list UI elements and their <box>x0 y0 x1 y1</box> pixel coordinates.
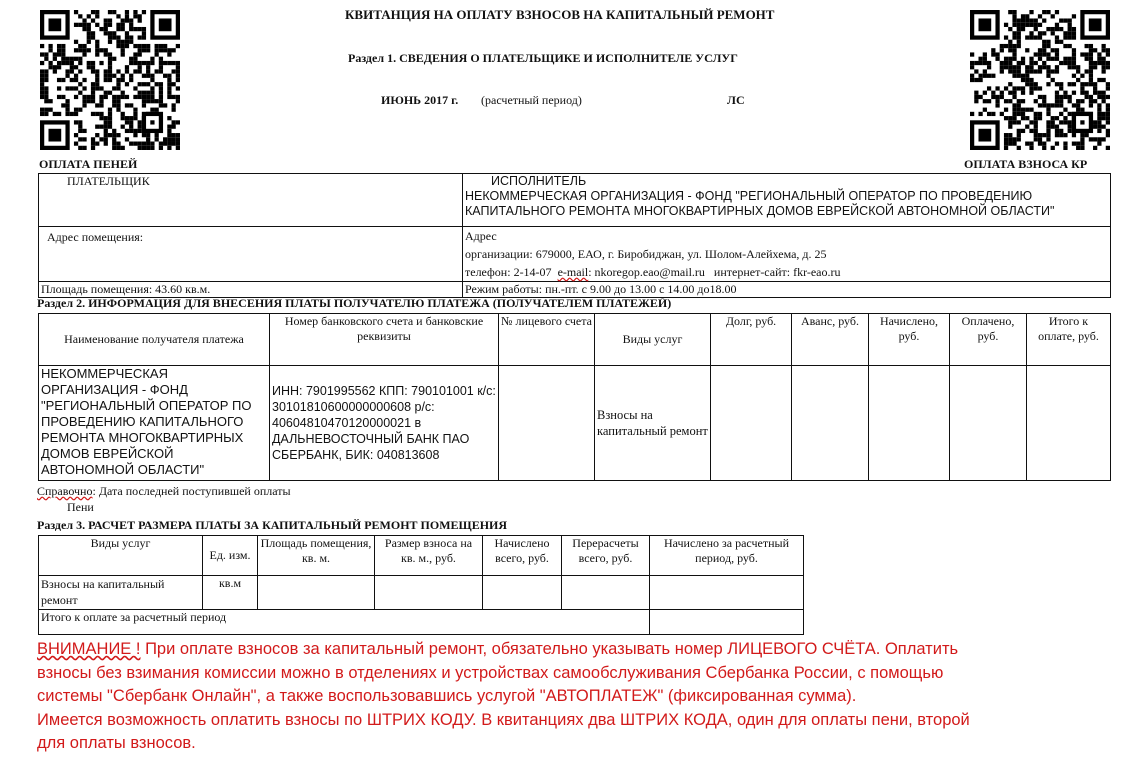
paid-value <box>950 366 1027 481</box>
s3-row-service: Взносы на капитальный ремонт <box>39 576 203 610</box>
s3-header-unit: Ед. изм. <box>203 536 258 576</box>
service-type: Взносы на капитальный ремонт <box>595 366 711 481</box>
s3-total-value <box>650 610 804 635</box>
s3-row-period <box>650 576 804 610</box>
header-paid: Оплачено, руб. <box>950 314 1027 366</box>
s3-row-recalc <box>562 576 650 610</box>
org-address: организации: 679000, ЕАО, г. Биробиджан, ул. Шолом-Алейхема, д. 25 <box>465 247 827 261</box>
section1-title: Раздел 1. СВЕДЕНИЯ О ПЛАТЕЛЬЩИКЕ И ИСПОЛНИТЕЛЕ УСЛУГ <box>348 51 738 65</box>
payment-notice <box>37 638 1117 756</box>
notice-line-5: для оплаты взносов. <box>37 734 196 752</box>
notice-text-1: При оплате взносов за капитальный ремонт, обязательно указывать номер ЛИЦЕВОГО СЧЁТА. Оплатить <box>140 640 959 658</box>
penalty-payment-label: ОПЛАТА ПЕНЕЙ <box>39 157 138 171</box>
billing-month: ИЮНЬ 2017 г. <box>381 93 459 107</box>
org-contacts <box>463 227 1111 282</box>
recipient-name: НЕКОММЕРЧЕСКАЯ ОРГАНИЗАЦИЯ - ФОНД "РЕГИОНАЛЬНЫЙ ОПЕРАТОР ПО ПРОВЕДЕНИЮ КАПИТАЛЬНОГО РЕМОНТА МНОГОКВАРТИРНЫХ ДОМОВ ЕВРЕЙСКОЙ АВТОНОМНОЙ ОБЛАСТИ" <box>39 366 270 481</box>
s3-header-service: Виды услуг <box>39 536 203 576</box>
header-recipient: Наименование получателя платежа <box>39 314 270 366</box>
s3-header-rate: Размер взноса на кв. м., руб. <box>375 536 483 576</box>
s3-total-label: Итого к оплате за расчетный период <box>39 610 650 635</box>
reference-word: Справочно <box>37 484 93 498</box>
s3-header-period: Начислено за расчетный период, руб. <box>650 536 804 576</box>
s3-header-recalc: Перерасчеты всего, руб. <box>562 536 650 576</box>
penalty-label: Пени <box>67 500 94 514</box>
section2-title: Раздел 2. ИНФОРМАЦИЯ ДЛЯ ВНЕСЕНИЯ ПЛАТЫ ПОЛУЧАТЕЛЮ ПЛАТЕЖА (ПОЛУЧАТЕЛЕМ ПЛАТЕЖЕЙ) <box>37 296 672 310</box>
header-service: Виды услуг <box>595 314 711 366</box>
debt-value <box>711 366 792 481</box>
account-number-cell <box>499 366 595 481</box>
payer-label: ПЛАТЕЛЬЩИК <box>39 174 463 227</box>
last-payment-note <box>37 484 291 499</box>
section1-table <box>38 173 1111 298</box>
executor-name: НЕКОММЕРЧЕСКАЯ ОРГАНИЗАЦИЯ - ФОНД "РЕГИОНАЛЬНЫЙ ОПЕРАТОР ПО ПРОВЕДЕНИЮ КАПИТАЛЬНОГО РЕМОНТА МНОГОКВАРТИРНЫХ ДОМОВ ЕВРЕЙСКОЙ АВТОНОМНОЙ ОБЛАСТИ" <box>465 189 1055 218</box>
bank-details: ИНН: 7901995562 КПП: 790101001 к/с: 30101810600000000608 р/с: 40604810470120000021 в ДАЛЬНЕВОСТОЧНЫЙ БАНК ПАО СБЕРБАНК, БИК: 040813608 <box>270 366 499 481</box>
billing-period-label: (расчетный период) <box>481 93 582 107</box>
s3-row-area <box>258 576 375 610</box>
notice-line-4: Имеется возможность оплатить взносы по ШТРИХ КОДУ. В квитанциях два ШТРИХ КОДА, один для оплаты пени, второй <box>37 710 970 729</box>
notice-line-2: взносы без взимания комиссии можно в отделениях и устройствах самообслуживания Сбербанка России, с помощью <box>37 663 944 682</box>
s3-row-charged <box>483 576 562 610</box>
premises-area: Площадь помещения: 43.60 кв.м. <box>39 282 463 298</box>
receipt-title: КВИТАНЦИЯ НА ОПЛАТУ ВЗНОСОВ НА КАПИТАЛЬНЫЙ РЕМОНТ <box>345 7 775 22</box>
s3-header-charged: Начислено всего, руб. <box>483 536 562 576</box>
contribution-payment-label: ОПЛАТА ВЗНОСА КР <box>964 157 1088 171</box>
header-charged: Начислено, руб. <box>869 314 950 366</box>
header-account: № лицевого счета <box>499 314 595 366</box>
header-bank: Номер банковского счета и банковские реквизиты <box>270 314 499 366</box>
premises-address-label: Адрес помещения: <box>39 227 463 282</box>
section2-table <box>38 313 1111 481</box>
notice-line-3: системы "Сбербанк Онлайн", а также воспользовавшись услугой "АВТОПЛАТЕЖ" (фиксированная сумма). <box>37 687 857 705</box>
org-email: : nkoregop.eao@mail.ru <box>588 265 705 279</box>
account-label: ЛС <box>727 93 745 107</box>
advance-value <box>792 366 869 481</box>
executor-label: ИСПОЛНИТЕЛЬ <box>491 174 587 188</box>
reference-text: : Дата последней поступившей оплаты <box>92 484 291 498</box>
working-hours: Режим работы: пн.-пт. с 9.00 до 13.00 с 14.00 до18.00 <box>463 282 1111 298</box>
charged-value <box>869 366 950 481</box>
notice-line-1 <box>37 638 1117 662</box>
org-website: интернет-сайт: fkr-eao.ru <box>713 265 841 279</box>
attention-label: ВНИМАНИЕ ! <box>37 640 141 658</box>
executor-cell <box>463 174 1111 227</box>
section3-table <box>38 535 804 635</box>
s3-row-rate <box>375 576 483 610</box>
total-value <box>1027 366 1111 481</box>
org-contact-line <box>465 263 1108 281</box>
s3-header-area: Площадь помещения, кв. м. <box>258 536 375 576</box>
header-total: Итого к оплате, руб. <box>1027 314 1111 366</box>
header-advance: Аванс, руб. <box>792 314 869 366</box>
qr-code-contribution <box>970 10 1110 150</box>
header-debt: Долг, руб. <box>711 314 792 366</box>
s3-row-unit: кв.м <box>203 576 258 610</box>
org-address-label: Адрес <box>465 229 497 243</box>
email-label: e-mail <box>557 265 589 279</box>
qr-code-penalty <box>40 10 180 150</box>
org-phone: телефон: 2-14-07 <box>465 265 552 279</box>
section3-title: Раздел 3. РАСЧЕТ РАЗМЕРА ПЛАТЫ ЗА КАПИТАЛЬНЫЙ РЕМОНТ ПОМЕЩЕНИЯ <box>37 518 508 532</box>
